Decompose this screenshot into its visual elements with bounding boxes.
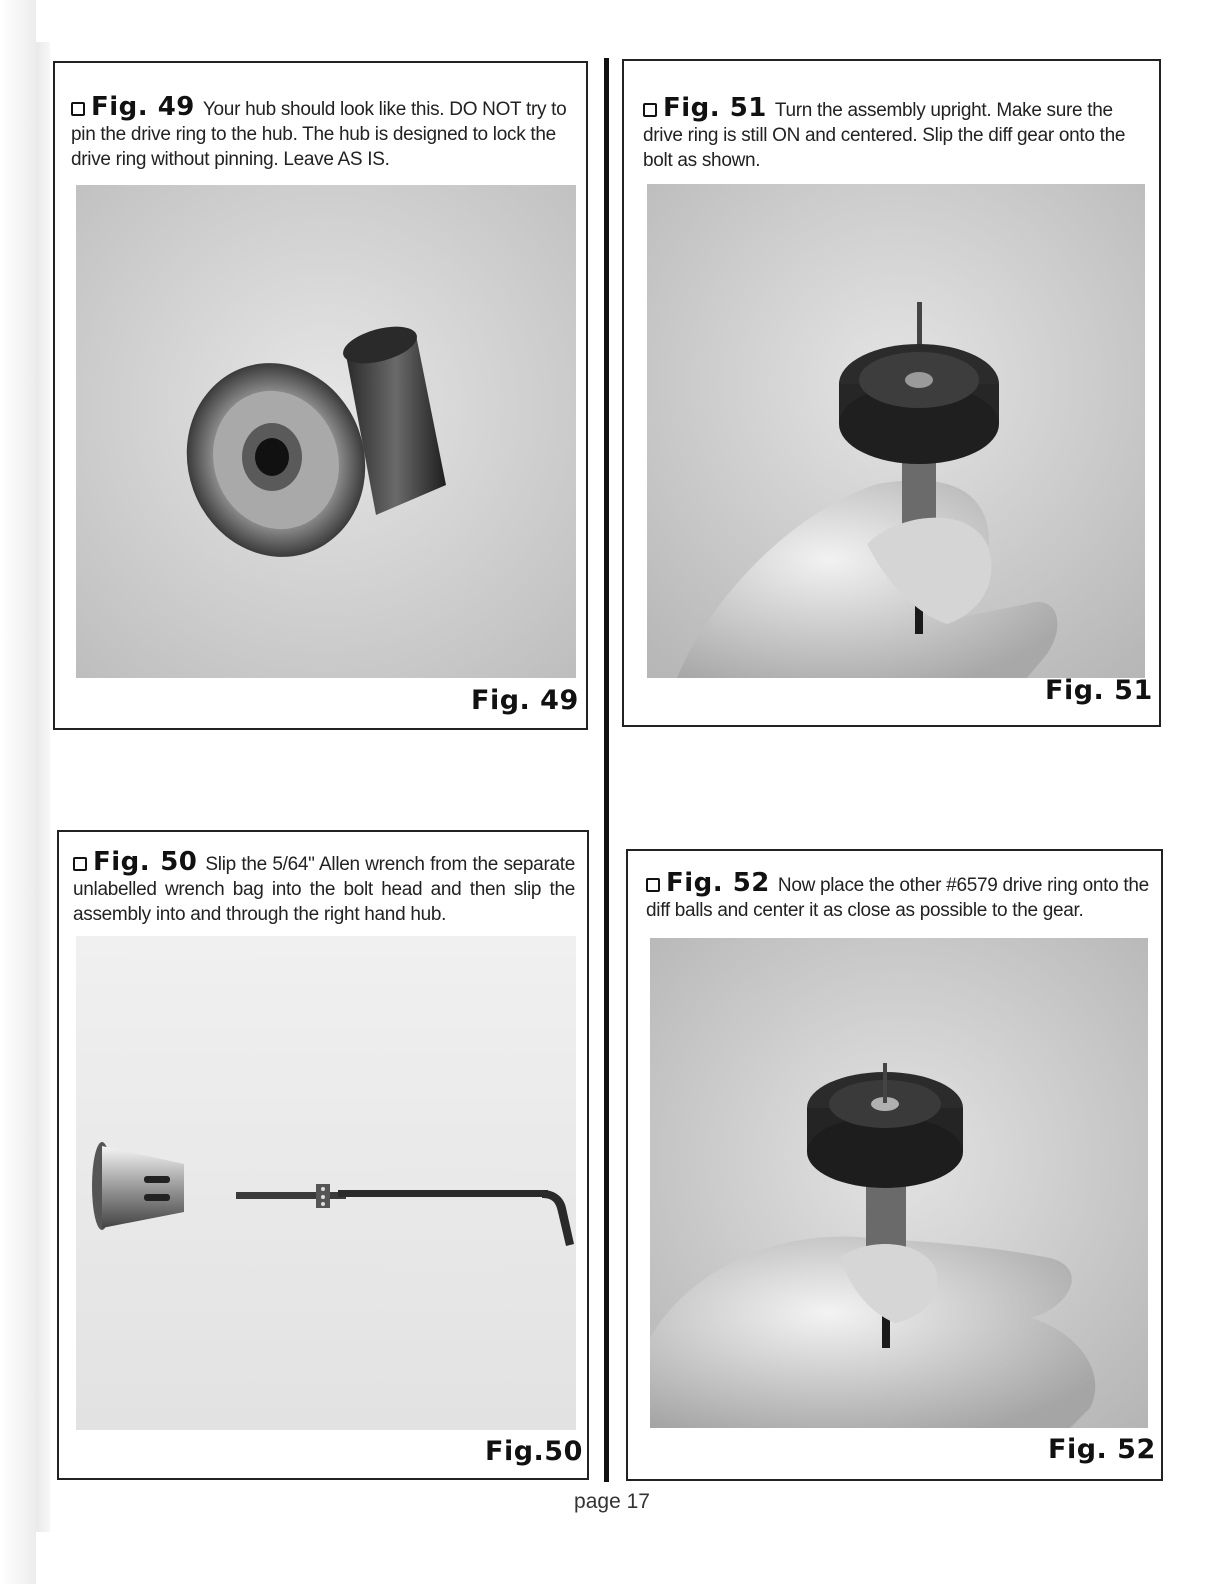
caption-fig49 — [71, 92, 575, 172]
caption-text: Your hub should look like this. DO NOT try to pin the drive ring to the hub. The hub is designed to lock the drive ring without pinning. Leave AS IS. — [71, 99, 567, 170]
checkbox-icon[interactable] — [643, 103, 657, 117]
scan-shadow — [36, 42, 50, 1532]
caption-fig52 — [646, 868, 1154, 923]
caption-text: Turn the assembly upright. Make sure the drive ring is still ON and centered. Slip the diff gear onto the bolt as shown. — [643, 100, 1126, 171]
column-divider — [604, 58, 609, 1482]
figure-label: Fig. 52 — [1048, 1434, 1156, 1465]
caption-fig50 — [73, 847, 575, 927]
caption-fig51 — [643, 93, 1153, 173]
page-number: page 17 — [574, 1490, 650, 1513]
checkbox-icon[interactable] — [71, 102, 85, 116]
figure-label: Fig. 49 — [471, 685, 579, 716]
figure-label: Fig.50 — [485, 1436, 583, 1467]
fig-number: Fig. 52 — [666, 868, 770, 898]
fig-number: Fig. 50 — [93, 847, 198, 877]
figure-label: Fig. 51 — [1045, 675, 1153, 706]
panel-fig51 — [622, 59, 1161, 727]
scan-edge — [0, 0, 36, 1584]
panel-fig52 — [626, 849, 1163, 1481]
photo-gear-ring — [650, 938, 1148, 1428]
fig-number: Fig. 51 — [663, 93, 767, 123]
photo-hub — [76, 185, 576, 678]
caption-text: Slip the 5/64" Allen wrench from the separate unlabelled wrench bag into the bolt head and then slip the assembly into and through the right hand hub. — [73, 854, 575, 925]
panel-fig49 — [53, 61, 588, 730]
checkbox-icon[interactable] — [73, 857, 87, 871]
caption-text: Now place the other #6579 drive ring onto the diff balls and center it as close as possible to the gear. — [646, 875, 1149, 921]
fig-number: Fig. 49 — [91, 92, 195, 122]
photo-wrench-hub — [76, 936, 576, 1430]
checkbox-icon[interactable] — [646, 878, 660, 892]
panel-fig50 — [57, 830, 589, 1480]
photo-gear-hand — [647, 184, 1145, 678]
